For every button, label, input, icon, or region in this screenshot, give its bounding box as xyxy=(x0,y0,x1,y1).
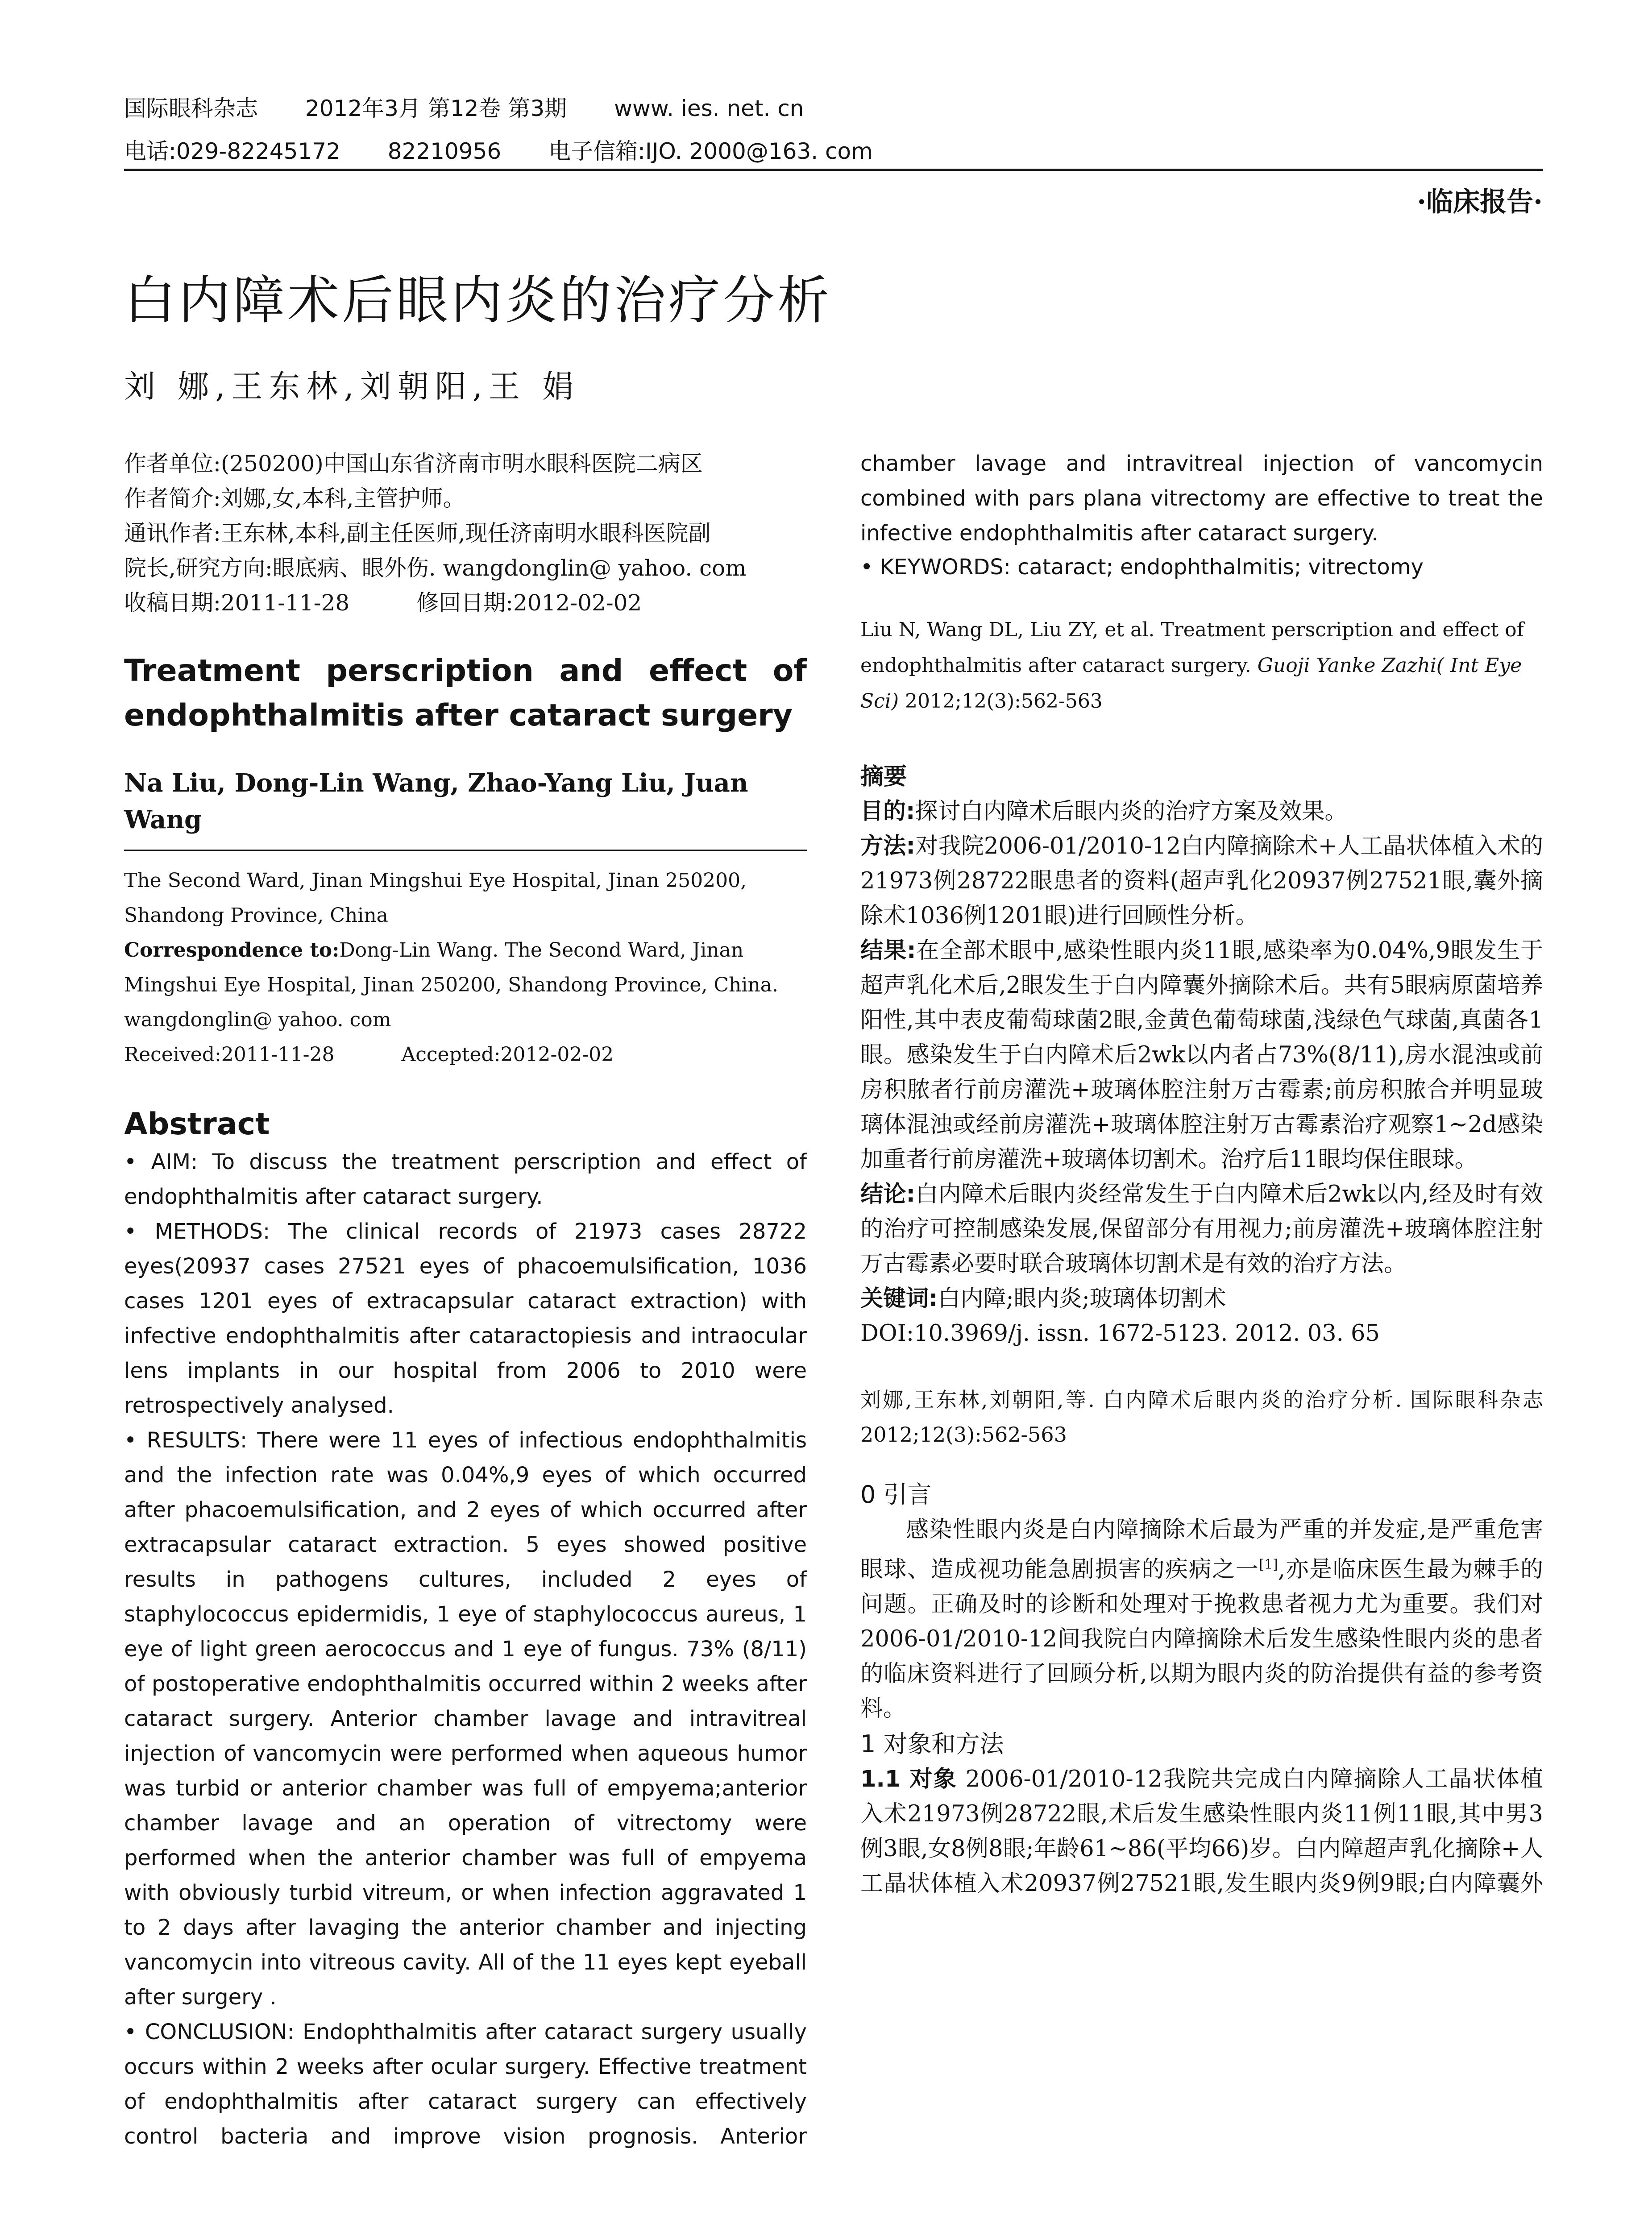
received-date-en: Received:2011-11-28 xyxy=(124,1043,335,1066)
affiliation-en xyxy=(124,863,807,1072)
journal-header xyxy=(124,87,1543,173)
abstract-cn-heading: 摘要 xyxy=(860,763,907,790)
conclusion-text-cn: 白内障术后眼内炎经常发生于白内障术后2wk以内,经及时有效的治疗可控制感染发展,保留部分有用视力;前房灌洗+玻璃体腔注射万古霉素必要时联合玻璃体切割术是有效的治疗方法。 xyxy=(860,1181,1543,1277)
authors-cn: 刘 娜,王东林,刘朝阳,王 娟 xyxy=(124,368,580,405)
methods-label-cn: 方法: xyxy=(860,833,915,859)
citation-en-tail: 2012;12(3):562-563 xyxy=(905,690,1103,713)
abstract-aim: • AIM: To discuss the treatment perscription and effect of endophthalmitis after cataract surgery. xyxy=(124,1149,807,1209)
abstract-heading: Abstract xyxy=(124,1107,270,1142)
doi[interactable]: DOI:10.3969/j. issn. 1672-5123. 2012. 03. 65 xyxy=(860,1320,1380,1347)
conclusion-label-cn: 结论: xyxy=(860,1181,916,1207)
methods-paragraph xyxy=(860,1762,1543,1901)
left-column xyxy=(124,446,807,2154)
website-link[interactable]: www. ies. net. cn xyxy=(614,95,804,121)
article-title-en: Treatment perscription and effect of endophthalmitis after cataract surgery xyxy=(124,653,807,733)
results-label-cn: 结果: xyxy=(860,937,916,964)
author-intro: 作者简介:刘娜,女,本科,主管护师。 xyxy=(124,485,465,511)
subsection-label: 1.1 对象 xyxy=(860,1766,958,1792)
abstract-results: • RESULTS: There were 11 eyes of infectious endophthalmitis and the infection rate was 0.04%,9 eyes of which occurred after phacoemulsification, and 2 eyes of which occurred after extracapsular cataract extraction. 5 eyes showed positive results in pathogens cultures, included 2 eyes of staphylococcus epidermidis, 1 eye of staphylococcus aureus, 1 eye of light green aerococcus and 1 eye of fungus. 73% (8/11) of postoperative endophthalmitis occurred within 2 weeks after cataract surgery. Anterior chamber lavage and intravitreal injection of vancomycin were performed when aqueous humor was turbid or anterior chamber was full of empyema;anterior chamber lavage and an operation of vitrectomy were performed when the anterior chamber was full of empyema with obviously turbid vitreum, or when infection aggravated 1 to 2 days after lavaging the anterior chamber and injecting vancomycin into vitreous cavity. All of the 11 eyes kept eyeball after surgery . xyxy=(124,1428,807,2010)
abstract-conclusion-cont: chamber lavage and intravitreal injection of vancomycin combined with pars plana vitrectomy are effective to treat the infective endophthalmitis after cataract surgery. xyxy=(860,451,1543,546)
abstract-conclusion-continued xyxy=(860,446,1543,550)
right-column xyxy=(860,446,1543,1901)
citation-en-text: Liu N, Wang DL, Liu ZY, et al. Treatment perscription and effect of endophthalmitis after cataract surgery. xyxy=(860,618,1524,677)
intro-text-a: 感染性眼内炎是白内障摘除术后最为严重的并发症,是严重危害眼球、造成视功能急剧损害的疾病之一 xyxy=(860,1517,1543,1583)
revised-date-cn: 修回日期:2012-02-02 xyxy=(416,590,642,616)
dates-cn xyxy=(124,585,807,620)
abstract-keywords: • KEYWORDS: cataract; endophthalmitis; vitrectomy xyxy=(860,555,1424,580)
keywords-label-cn: 关键词: xyxy=(860,1286,938,1312)
author-unit: 作者单位:(250200)中国山东省济南市明水眼科医院二病区 xyxy=(124,451,703,477)
corresponding-author-line2: 院长,研究方向:眼底病、眼外伤. wangdonglin@ yahoo. com xyxy=(124,555,747,581)
abstract-cn-conclusion xyxy=(860,1177,1543,1281)
methods-text: 2006-01/2010-12我院共完成白内障摘除人工晶状体植入术21973例28722眼,术后发生感染性眼内炎11例11眼,其中男3例3眼,女8例8眼;年龄61~86(平均66)岁。白内障超声乳化摘除+人工晶状体植入术20937例27521眼,发生眼内炎9例9眼;白内障囊外 xyxy=(860,1766,1543,1897)
aim-text-cn: 探讨白内障术后眼内炎的治疗方案及效果。 xyxy=(915,798,1348,825)
abstract-cn-methods xyxy=(860,829,1543,933)
correspondence-text: Dong-Lin Wang. The Second Ward, Jinan Mingshui Eye Hospital, Jinan 250200, Shandong Province, China. wangdonglin@ yahoo. com xyxy=(124,939,779,1031)
affiliation-ward: The Second Ward, Jinan Mingshui Eye Hospital, Jinan 250200, Shandong Province, China xyxy=(124,869,747,927)
citation-cn: 刘娜,王东林,刘朝阳,等. 白内障术后眼内炎的治疗分析. 国际眼科杂志2012;12(3):562-563 xyxy=(860,1388,1543,1447)
intro-heading: 0 引言 xyxy=(860,1480,932,1509)
citation-en xyxy=(860,612,1543,719)
phone-number: 电话:029-82245172 xyxy=(124,138,340,164)
header-divider xyxy=(124,169,1543,171)
dates-en xyxy=(124,1037,807,1072)
abstract-conclusion: • CONCLUSION: Endophthalmitis after cataract surgery usually occurs within 2 weeks after ocular surgery. Effective treatment of endophthalmitis after cataract surgery can effectively control bacteria and improve vision prognosis. Anterior xyxy=(124,2020,807,2149)
results-text-cn: 在全部术眼中,感染性眼内炎11眼,感染率为0.04%,9眼发生于超声乳化术后,2眼发生于白内障囊外摘除术后。共有5眼病原菌培养阳性,其中表皮葡萄球菌2眼,金黄色葡萄球菌,浅绿色气球菌,真菌各1眼。感染发生于白内障术后2wk以内者占73%(8/11),房水混浊或前房积脓者行前房灌洗+玻璃体腔注射万古霉素;前房积脓合并明显玻璃体混浊或经前房灌洗+玻璃体腔注射万古霉素治疗观察1~2d感染加重者行前房灌洗+玻璃体切割术。治疗后11眼均保住眼球。 xyxy=(860,937,1543,1173)
issue-info: 2012年3月 第12卷 第3期 xyxy=(305,95,567,121)
correspondence-en xyxy=(124,933,807,1037)
abstract-methods: • METHODS: The clinical records of 21973 cases 28722 eyes(20937 cases 27521 eyes of phacoemulsification, 1036 cases 1201 eyes of extracapsular cataract extraction) with infective endophthalmitis after cataractopiesis and intraocular lens implants in our hospital from 2006 to 2010 were retrospectively analysed. xyxy=(124,1219,807,1418)
correspondence-label: Correspondence to: xyxy=(124,939,340,962)
reference-marker[interactable]: [1] xyxy=(1259,1557,1278,1572)
intro-text-b: ,亦是临床医生最为棘手的问题。正确及时的诊断和处理对于挽救患者视力尤为重要。我们对2006-01/2010-12间我院白内障摘除术后发生感染性眼内炎的患者的临床资料进行了回顾分析,以期为眼内炎的防治提供有益的参考资料。 xyxy=(860,1556,1543,1722)
intro-paragraph xyxy=(860,1513,1543,1726)
keywords-text-cn: 白内障;眼内炎;玻璃体切割术 xyxy=(938,1286,1226,1312)
methods-heading: 1 对象和方法 xyxy=(860,1730,1004,1758)
phone-number-2: 82210956 xyxy=(387,138,502,164)
journal-name: 国际眼科杂志 xyxy=(124,95,258,121)
corresponding-author-line1: 通讯作者:王东林,本科,副主任医师,现任济南明水眼科医院副 xyxy=(124,520,711,546)
methods-text-cn: 对我院2006-01/2010-12白内障摘除术+人工晶状体植入术的21973例28722眼患者的资料(超声乳化20937例27521眼,囊外摘除术1036例1201眼)进行回顾性分析。 xyxy=(860,833,1543,929)
abstract-cn-keywords xyxy=(860,1281,1543,1316)
email-link[interactable]: 电子信箱:IJO. 2000@163. com xyxy=(548,138,873,164)
accepted-date-en: Accepted:2012-02-02 xyxy=(401,1043,614,1066)
author-info-cn xyxy=(124,446,807,620)
article-title-cn: 白内障术后眼内炎的治疗分析 xyxy=(124,270,832,331)
section-label: ·临床报告· xyxy=(1417,187,1543,218)
abstract-cn-results xyxy=(860,933,1543,1177)
abstract-cn-aim xyxy=(860,794,1543,829)
received-date-cn: 收稿日期:2011-11-28 xyxy=(124,590,350,616)
authors-en: Na Liu, Dong-Lin Wang, Zhao-Yang Liu, Juan Wang xyxy=(124,768,748,834)
aim-label-cn: 目的: xyxy=(860,798,915,825)
citation-en-journal: Guoji Yanke Zazhi( Int Eye Sci) xyxy=(860,654,1522,713)
